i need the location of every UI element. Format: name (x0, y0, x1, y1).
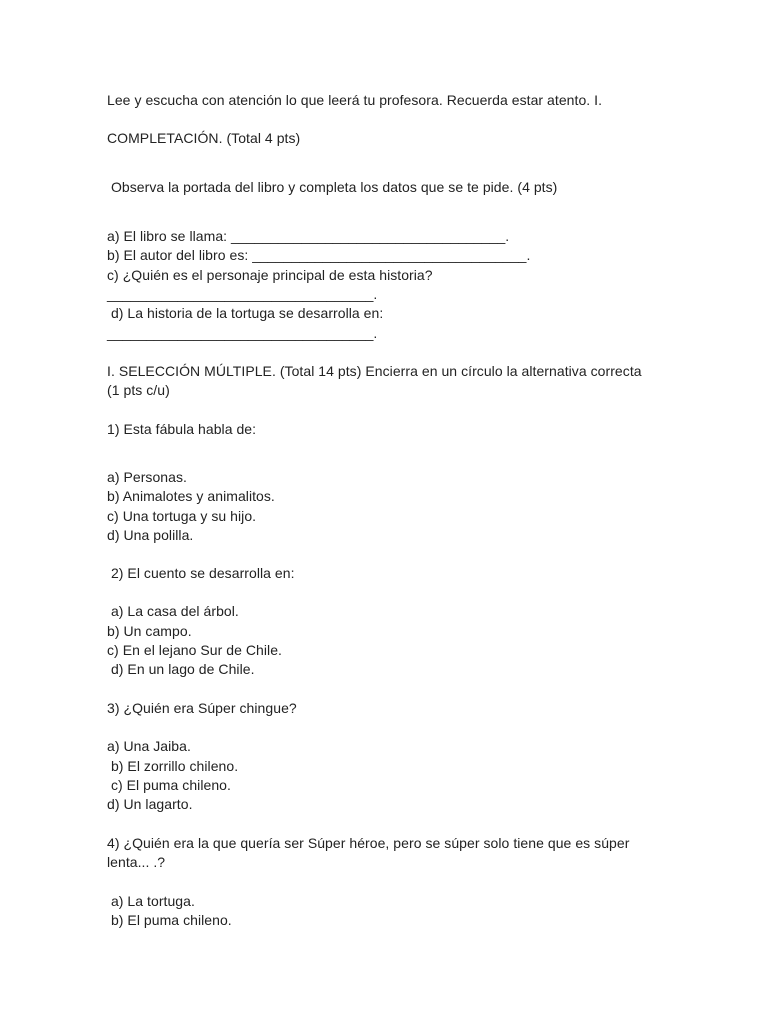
section-heading-seleccion-multiple: I. SELECCIÓN MÚLTIPLE. (Total 14 pts) Encierra en un círculo la alternativa correcta (1 pts c/u) (107, 363, 642, 398)
question-1: 1) Esta fábula habla de: (107, 421, 257, 437)
fill-item-c-blank: __________________________________. (107, 286, 378, 302)
question-1-option-a: a) Personas. (107, 469, 187, 485)
fill-item-d: d) La historia de la tortuga se desarrolla en: (107, 305, 384, 321)
section-heading-completacion: COMPLETACIÓN. (Total 4 pts) (107, 130, 301, 146)
intro-text: Lee y escucha con atención lo que leerá tu profesora. Recuerda estar atento. I. (107, 92, 603, 108)
question-2: 2) El cuento se desarrolla en: (107, 565, 295, 581)
question-1-option-d: d) Una polilla. (107, 527, 194, 543)
fill-item-d-blank: __________________________________. (107, 325, 378, 341)
question-2-option-d: d) En un lago de Chile. (107, 661, 255, 677)
question-4: 4) ¿Quién era la que quería ser Súper héroe, pero se súper solo tiene que es súper lenta... .? (107, 835, 630, 870)
question-2-option-a: a) La casa del árbol. (107, 603, 239, 619)
question-1-option-b: b) Animalotes y animalitos. (107, 488, 275, 504)
question-3-option-b: b) El zorrillo chileno. (107, 758, 239, 774)
question-4-option-a: a) La tortuga. (107, 893, 195, 909)
question-3-option-a: a) Una Jaiba. (107, 738, 191, 754)
question-4-option-b: b) El puma chileno. (107, 912, 232, 928)
fill-item-b: b) El autor del libro es: ___________________________________. (107, 247, 531, 263)
fill-item-c: c) ¿Quién es el personaje principal de esta historia? (107, 267, 433, 283)
question-2-option-b: b) Un campo. (107, 623, 192, 639)
question-3-option-c: c) El puma chileno. (107, 777, 231, 793)
question-3: 3) ¿Quién era Súper chingue? (107, 700, 297, 716)
section-instruction: Observa la portada del libro y completa los datos que se te pide. (4 pts) (107, 179, 558, 195)
question-1-option-c: c) Una tortuga y su hijo. (107, 508, 257, 524)
question-2-option-c: c) En el lejano Sur de Chile. (107, 642, 282, 658)
fill-item-a: a) El libro se llama: ___________________________________. (107, 228, 510, 244)
question-3-option-d: d) Un lagarto. (107, 796, 193, 812)
